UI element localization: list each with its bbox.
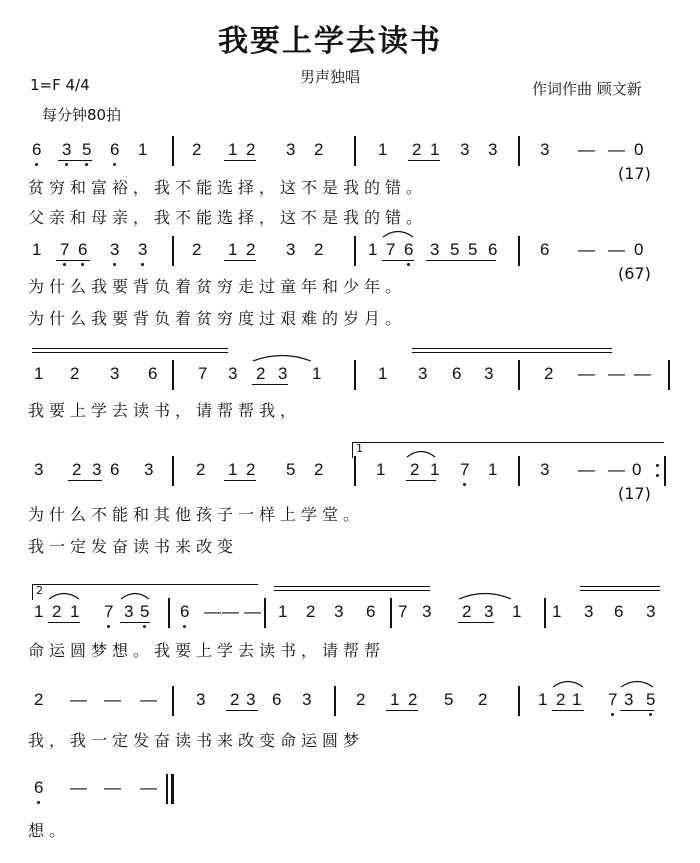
slur bbox=[120, 590, 150, 600]
barline bbox=[172, 686, 174, 716]
lyric-line: 为什么我要背负着贫穷度过艰难的岁月。 bbox=[28, 309, 407, 328]
note: 2 bbox=[556, 690, 566, 709]
note: 1 bbox=[70, 602, 80, 621]
note: 6 bbox=[32, 140, 42, 159]
barline bbox=[354, 456, 356, 486]
note: 3 bbox=[110, 240, 120, 259]
note: 5 bbox=[646, 690, 656, 709]
repeat-dot bbox=[656, 474, 659, 477]
sustain-dash: — bbox=[578, 364, 595, 383]
note: 3 bbox=[484, 602, 494, 621]
slur bbox=[382, 228, 414, 238]
octave-dot-low bbox=[81, 263, 84, 266]
sustain-dash: — bbox=[608, 140, 625, 159]
phrase-line bbox=[412, 348, 612, 349]
note: 3 bbox=[34, 460, 44, 479]
note: 3 bbox=[646, 602, 656, 621]
note: 3 bbox=[302, 690, 312, 709]
note: 2 bbox=[462, 602, 472, 621]
octave-dot-low bbox=[141, 263, 144, 266]
barline bbox=[354, 360, 356, 390]
note: 2 bbox=[196, 460, 206, 479]
volta-number: 1 bbox=[356, 442, 363, 455]
sustain-dash: — bbox=[140, 778, 157, 797]
octave-dot-low bbox=[649, 713, 652, 716]
beam-line bbox=[252, 384, 288, 385]
cue-notes: (17) bbox=[618, 484, 651, 503]
phrase-line bbox=[580, 590, 660, 591]
note: 3 bbox=[484, 364, 494, 383]
sustain-dash: — bbox=[578, 460, 595, 479]
note: 6 bbox=[404, 240, 414, 259]
sustain-dash: — bbox=[70, 690, 87, 709]
note: 1 bbox=[138, 140, 148, 159]
octave-dot-low bbox=[107, 625, 110, 628]
note: 3 bbox=[62, 140, 72, 159]
barline bbox=[172, 136, 174, 166]
beam-line bbox=[68, 480, 102, 481]
note: 2 bbox=[246, 140, 256, 159]
sustain-dash: — bbox=[608, 240, 625, 259]
note: 2 bbox=[356, 690, 366, 709]
slur bbox=[458, 590, 512, 600]
note: 3 bbox=[624, 690, 634, 709]
volta-number: 2 bbox=[36, 584, 43, 597]
note: 5 bbox=[450, 240, 460, 259]
octave-dot-low bbox=[65, 163, 68, 166]
barline bbox=[518, 236, 520, 266]
tempo: 每分钟80拍 bbox=[42, 106, 122, 124]
note: 5 bbox=[286, 460, 296, 479]
beam-line bbox=[386, 710, 418, 711]
barline bbox=[518, 136, 520, 166]
note: 2 bbox=[478, 690, 488, 709]
beam-line bbox=[408, 160, 440, 161]
note: 7 bbox=[386, 240, 396, 259]
note: 6 bbox=[366, 602, 376, 621]
barline bbox=[544, 598, 546, 628]
beam-line bbox=[426, 260, 496, 261]
note: 3 bbox=[138, 240, 148, 259]
note: 2 bbox=[306, 602, 316, 621]
volta-bracket bbox=[32, 584, 258, 585]
barline bbox=[518, 456, 520, 486]
note: 3 bbox=[334, 602, 344, 621]
note: 3 bbox=[110, 364, 120, 383]
beam-line bbox=[224, 260, 256, 261]
note: 6 bbox=[614, 602, 624, 621]
note: 1 bbox=[538, 690, 548, 709]
beam-line bbox=[552, 710, 584, 711]
note: 7 bbox=[198, 364, 208, 383]
note: 3 bbox=[228, 364, 238, 383]
note: 2 bbox=[192, 140, 202, 159]
sustain-dash: — bbox=[222, 602, 239, 621]
beam-line bbox=[48, 622, 80, 623]
note: 0 bbox=[632, 460, 642, 479]
note: 3 bbox=[196, 690, 206, 709]
slur bbox=[406, 448, 436, 458]
beam-line bbox=[226, 710, 258, 711]
note: 3 bbox=[540, 140, 550, 159]
slur bbox=[48, 590, 80, 600]
note: 1 bbox=[312, 364, 322, 383]
note: 1 bbox=[228, 140, 238, 159]
note: 1 bbox=[32, 240, 42, 259]
note: 6 bbox=[110, 140, 120, 159]
sustain-dash: — bbox=[204, 602, 221, 621]
note: 2 bbox=[34, 690, 44, 709]
note: 6 bbox=[34, 778, 44, 797]
octave-dot-low bbox=[63, 263, 66, 266]
note: 1 bbox=[572, 690, 582, 709]
volta-bracket bbox=[352, 442, 664, 443]
lyric-line: 为什么我要背负着贫穷走过童年和少年。 bbox=[28, 277, 407, 296]
barline bbox=[518, 686, 520, 716]
barline bbox=[334, 686, 336, 716]
lyric-line: 我，我一定发奋读书来改变命运圆梦 bbox=[28, 731, 365, 750]
octave-dot-low bbox=[143, 625, 146, 628]
note: 5 bbox=[468, 240, 478, 259]
note: 3 bbox=[430, 240, 440, 259]
note: 2 bbox=[70, 364, 80, 383]
sustain-dash: — bbox=[608, 364, 625, 383]
note: 7 bbox=[60, 240, 70, 259]
lyric-line: 我要上学去读书，请帮帮我， bbox=[28, 401, 302, 420]
note: 2 bbox=[52, 602, 62, 621]
note: 3 bbox=[488, 140, 498, 159]
note: 3 bbox=[540, 460, 550, 479]
slur bbox=[252, 352, 312, 362]
note: 2 bbox=[246, 240, 256, 259]
barline bbox=[264, 598, 266, 628]
sustain-dash: — bbox=[104, 690, 121, 709]
note: 0 bbox=[634, 240, 644, 259]
sustain-dash: — bbox=[70, 778, 87, 797]
repeat-dot bbox=[656, 464, 659, 467]
final-barline bbox=[171, 774, 174, 804]
beam-line bbox=[58, 160, 92, 161]
note: 3 bbox=[460, 140, 470, 159]
octave-dot-low bbox=[37, 801, 40, 804]
barline bbox=[668, 360, 670, 390]
octave-dot-low bbox=[463, 483, 466, 486]
phrase-line bbox=[274, 586, 430, 587]
note: 1 bbox=[488, 460, 498, 479]
barline bbox=[518, 360, 520, 390]
note: 2 bbox=[314, 460, 324, 479]
note: 2 bbox=[314, 240, 324, 259]
note: 3 bbox=[144, 460, 154, 479]
note: 3 bbox=[124, 602, 134, 621]
note: 7 bbox=[460, 460, 470, 479]
note: 1 bbox=[228, 240, 238, 259]
credit: 作词作曲 顾文新 bbox=[532, 80, 642, 98]
note: 2 bbox=[314, 140, 324, 159]
cue-notes: (17) bbox=[618, 164, 651, 183]
note: 6 bbox=[180, 602, 190, 621]
slur bbox=[552, 678, 584, 688]
note: 2 bbox=[230, 690, 240, 709]
note: 2 bbox=[412, 140, 422, 159]
note: 6 bbox=[148, 364, 158, 383]
note: 3 bbox=[418, 364, 428, 383]
note: 2 bbox=[410, 460, 420, 479]
note: 1 bbox=[390, 690, 400, 709]
beam-line bbox=[120, 622, 150, 623]
note: 5 bbox=[82, 140, 92, 159]
octave-dot-low bbox=[113, 163, 116, 166]
note: 6 bbox=[488, 240, 498, 259]
octave-dot-low bbox=[85, 163, 88, 166]
beam-line bbox=[56, 260, 90, 261]
note: 1 bbox=[228, 460, 238, 479]
note: 0 bbox=[634, 140, 644, 159]
lyric-line: 为什么不能和其他孩子一样上学堂。 bbox=[28, 505, 365, 524]
note: 6 bbox=[452, 364, 462, 383]
note: 7 bbox=[608, 690, 618, 709]
octave-dot-low bbox=[183, 625, 186, 628]
phrase-line bbox=[32, 348, 228, 349]
note: 3 bbox=[422, 602, 432, 621]
sustain-dash: — bbox=[634, 364, 651, 383]
note: 1 bbox=[378, 140, 388, 159]
phrase-line bbox=[274, 590, 430, 591]
sustain-dash: — bbox=[140, 690, 157, 709]
barline bbox=[168, 598, 170, 628]
note: 1 bbox=[368, 240, 378, 259]
note: 1 bbox=[278, 602, 288, 621]
barline bbox=[172, 456, 174, 486]
sustain-dash: — bbox=[578, 140, 595, 159]
sustain-dash: — bbox=[244, 602, 261, 621]
note: 3 bbox=[246, 690, 256, 709]
note: 7 bbox=[398, 602, 408, 621]
note: 1 bbox=[34, 602, 44, 621]
note: 2 bbox=[256, 364, 266, 383]
volta-bracket-side bbox=[32, 584, 33, 600]
note: 5 bbox=[140, 602, 150, 621]
barline bbox=[354, 236, 356, 266]
song-title: 我要上学去读书 bbox=[218, 24, 442, 59]
note: 3 bbox=[92, 460, 102, 479]
note: 6 bbox=[78, 240, 88, 259]
sustain-dash: — bbox=[608, 460, 625, 479]
lyric-line: 父亲和母亲，我不能选择，这不是我的错。 bbox=[28, 208, 428, 227]
note: 2 bbox=[544, 364, 554, 383]
lyric-line: 我一定发奋读书来改变 bbox=[28, 537, 239, 556]
note: 3 bbox=[584, 602, 594, 621]
beam-line bbox=[224, 480, 256, 481]
note: 2 bbox=[192, 240, 202, 259]
note: 3 bbox=[286, 140, 296, 159]
barline bbox=[172, 236, 174, 266]
note: 5 bbox=[444, 690, 454, 709]
note: 1 bbox=[376, 460, 386, 479]
note: 1 bbox=[378, 364, 388, 383]
repeat-barline bbox=[664, 456, 666, 486]
note: 3 bbox=[278, 364, 288, 383]
note: 7 bbox=[104, 602, 114, 621]
note: 2 bbox=[246, 460, 256, 479]
final-barline bbox=[166, 774, 168, 804]
sustain-dash: — bbox=[578, 240, 595, 259]
lyric-line: 想。 bbox=[28, 821, 71, 840]
octave-dot-low bbox=[407, 263, 410, 266]
octave-dot-low bbox=[113, 263, 116, 266]
sustain-dash: — bbox=[104, 778, 121, 797]
barline bbox=[390, 598, 392, 628]
octave-dot-low bbox=[611, 713, 614, 716]
beam-line bbox=[224, 160, 256, 161]
note: 6 bbox=[272, 690, 282, 709]
lyric-line: 命运圆梦想。我要上学去读书，请帮帮 bbox=[28, 641, 386, 660]
note: 6 bbox=[110, 460, 120, 479]
beam-line bbox=[382, 260, 414, 261]
note: 6 bbox=[540, 240, 550, 259]
note: 2 bbox=[408, 690, 418, 709]
octave-dot-low bbox=[35, 163, 38, 166]
note: 3 bbox=[286, 240, 296, 259]
barline bbox=[172, 360, 174, 390]
note: 1 bbox=[430, 140, 440, 159]
phrase-line bbox=[412, 352, 612, 353]
note: 1 bbox=[430, 460, 440, 479]
volta-bracket-side bbox=[352, 442, 353, 458]
lyric-line: 贫穷和富裕，我不能选择，这不是我的错。 bbox=[28, 178, 428, 197]
beam-line bbox=[406, 480, 436, 481]
phrase-line bbox=[580, 586, 660, 587]
phrase-line bbox=[32, 352, 228, 353]
barline bbox=[354, 136, 356, 166]
note: 1 bbox=[552, 602, 562, 621]
beam-line bbox=[620, 710, 654, 711]
note: 1 bbox=[34, 364, 44, 383]
voice-type: 男声独唱 bbox=[300, 68, 361, 86]
cue-notes: (67) bbox=[618, 264, 651, 283]
beam-line bbox=[458, 622, 494, 623]
note: 1 bbox=[512, 602, 522, 621]
key-signature: 1=F 4/4 bbox=[30, 76, 90, 94]
slur bbox=[620, 678, 654, 688]
note: 2 bbox=[72, 460, 82, 479]
